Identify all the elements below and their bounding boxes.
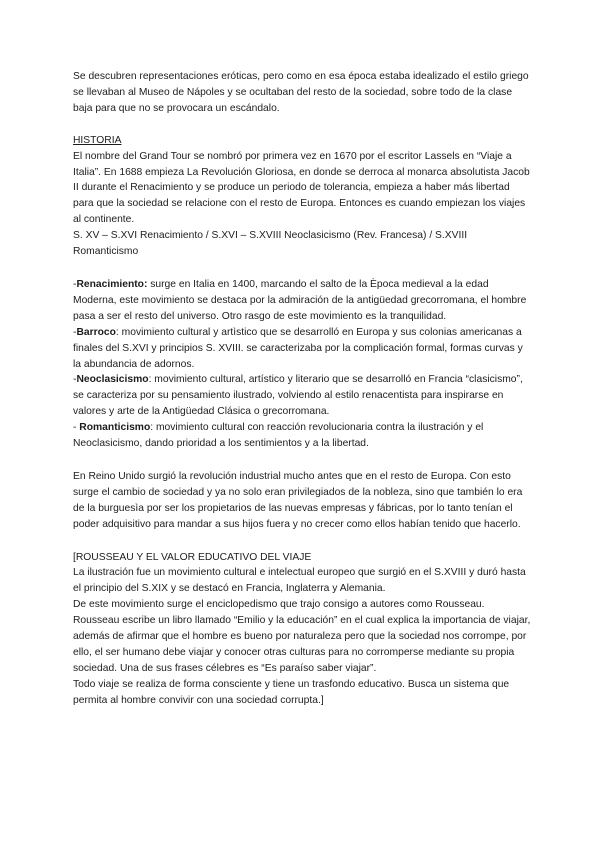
spacer <box>73 452 533 469</box>
section-heading-rousseau: [ROUSSEAU Y EL VALOR EDUCATIVO DEL VIAJE <box>73 551 312 563</box>
rousseau-paragraph-1: La ilustración fue un movimiento cultural e intelectual europeo que surgió en el S.XVIII y duró hasta el principio del S.XIX y se destacó en Francia, Inglaterra y Alemania. <box>73 567 526 595</box>
rousseau-paragraph-3: Todo viaje se realiza de forma consciente y tiene un trasfondo educativo. Busca un sistema que permita al hombre convivir con una sociedad corrupta.] <box>73 678 510 706</box>
movement-renacimiento: -Renacimiento: surge en Italia en 1400, marcando el salto de la Època medieval a la edad Moderna, este movimiento se destaca por la admiración de la antigüedad grecorromana, el hombre pasa a ser el resto del universo. Otro rasgo de este movimiento es la tranquilidad. <box>73 278 527 322</box>
term-neoclasicismo: Neoclasicismo <box>76 374 149 386</box>
reino-unido-paragraph: En Reino Unido surgió la revolución industrial mucho antes que en el resto de Europa. Con esto surge el cambio de sociedad y ya no solo eran privilegiados de la nobleza, sino que también lo era de la burguesìa por ser los propietarios de las nuevas empresas y fábricas, por lo tanto tenían el poder adquisitivo para mandar a sus hijos fuera y no crecer como ellos habían tenido que hacerlo. <box>73 470 523 530</box>
movement-barroco: -Barroco: movimiento cultural y artìstico que se desarrolló en Europa y sus colonias americanas a finales del S.XVI y principios S. XVIII. se caracterizaba por la complicación formal, formas curvas y la abundancia de adornos. <box>73 326 523 370</box>
rousseau-paragraph-2: De este movimiento surge el enciclopedismo que trajo consigo a autores como Rousseau. Rousseau escribe un libro llamado “Emilio y la educación” en el cual explica la importancia de viajar, además de afirmar que el hombre es bueno por naturaleza pero que la sociedad nos corrompe, por ello, el ser humano debe viajar y conocer otras culturas para no corromperse mediante su propia sociedad. Una de sus frases célebres es “Es paraíso saber viajar”. <box>73 599 531 674</box>
intro-paragraph: Se descubren representaciones eróticas, pero como en esa época estaba idealizado el estilo griego se llevaban al Museo de Nápoles y se ocultaban del resto de la sociedad, sobre todo de la clase baja para que no se provocara un escándalo. <box>73 71 529 114</box>
section-heading-historia: HISTORIA <box>73 134 122 146</box>
movement-neoclasicismo: -Neoclasicismo: movimiento cultural, artístico y literario que se desarrolló en Francia “clasicismo”, se caracteriza por su pensamiento ilustrado, volviendo al estilo renacentista para inspirarse en valores y arte de la Antigüedad Clásica o grecorromana. <box>73 374 523 418</box>
spacer <box>73 117 533 133</box>
spacer <box>73 533 533 550</box>
historia-paragraph: El nombre del Grand Tour se nombró por primera vez en 1670 por el escritor Lassels en “Viaje a Italia”. En 1688 empieza La Revolución Gloriosa, en donde se derroca al monarca absolutista Jacob II durante el Renacimiento y se produce un periodo de tolerancia, empieza a haber más libertad para que la sociedad se relacione con el resto de Europa. Entonces es cuando empiezan los viajes al continente. <box>73 150 530 226</box>
movement-romanticismo: - Romanticismo: movimiento cultural con reacción revolucionaria contra la ilustración y el Neoclasicismo, dando prioridad a los sentimientos y a la libertad. <box>73 422 484 450</box>
term-barroco: Barroco <box>76 326 116 338</box>
document-page <box>73 69 533 709</box>
periods-line-2: Romanticismo <box>73 246 139 258</box>
spacer <box>73 260 533 277</box>
term-renacimiento: Renacimiento: <box>76 278 148 290</box>
periods-line-1: S. XV – S.XVI Renacimiento / S.XVI – S.XVIII Neoclasicismo (Rev. Francesa) / S.XVIII <box>73 230 468 242</box>
term-romanticismo: Romanticismo <box>79 422 151 434</box>
